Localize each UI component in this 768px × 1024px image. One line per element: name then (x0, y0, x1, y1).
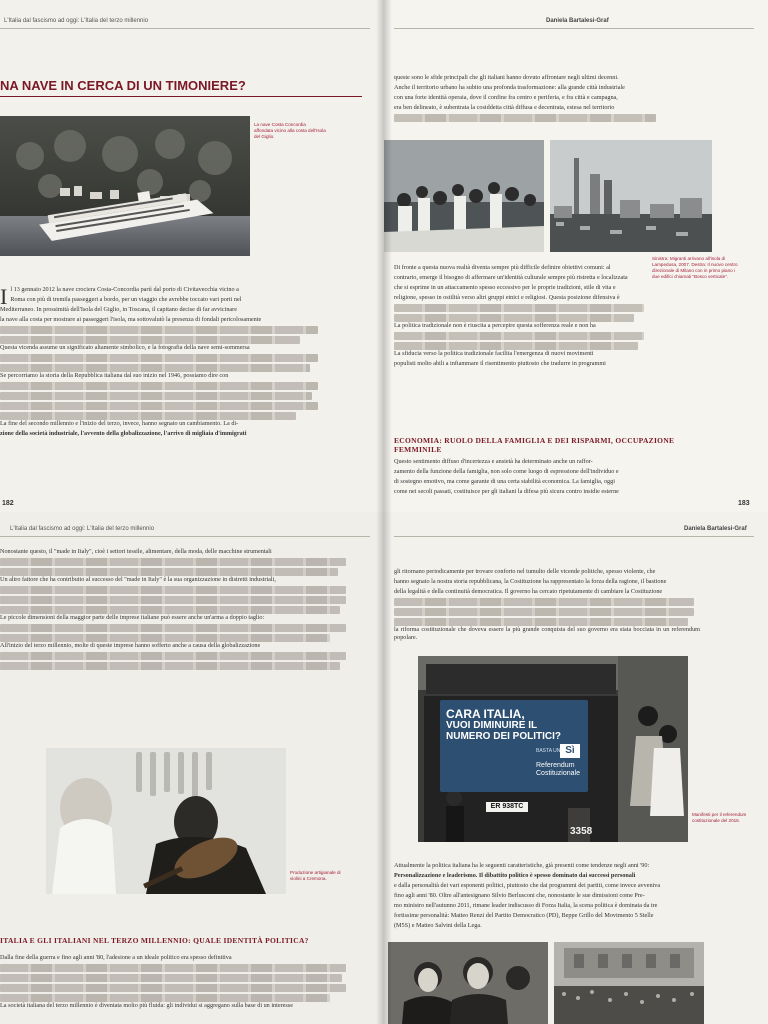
violin-illustration (46, 748, 286, 894)
text-line: Di fronte a questa nuova realtà diventa sempre più difficile definire obiettivi comuni: al (394, 264, 611, 271)
unreadable-text (0, 354, 318, 362)
text-line: che si esprime in un attaccamento spesso eccessivo per le proprie tradizioni, stile di vita e (394, 284, 616, 291)
poster-line: CARA ITALIA, (446, 707, 525, 721)
unreadable-text (0, 364, 310, 372)
title-rule (0, 96, 362, 97)
body-text (394, 264, 650, 370)
running-head: L'Italia dal fascismo ad oggi: L'Italia del terzo millennio (4, 18, 149, 24)
politicians-photo (388, 942, 548, 1024)
drop-cap: I (0, 284, 8, 309)
unreadable-text (0, 558, 346, 566)
unreadable-text (0, 606, 340, 614)
unreadable-text (0, 984, 346, 992)
text-line: La fine del secondo millennio e l'inizio del terzo, invece, hanno segnato un cambiamento. La di- (0, 420, 239, 427)
crowd-illustration (388, 942, 548, 1024)
migrants-photo (384, 140, 544, 252)
violin-workshop-photo (46, 748, 286, 894)
referendum-poster (440, 700, 588, 792)
unreadable-text (0, 596, 346, 604)
unreadable-text (394, 304, 644, 312)
photo-caption: La nave Costa Concordia affondata vicino alla costa dell'Isola del Giglio. (254, 122, 326, 139)
section-title: ITALIA E GLI ITALIANI NEL TERZO MILLENNIO: QUALE IDENTITÀ POLITICA? (0, 936, 309, 945)
text-line: queste sono le sfide principali che gli italiani hanno dovuto affrontare negli ultimi decenni. (394, 74, 619, 81)
header-rule (394, 28, 754, 29)
text-line: gli ritornano periodicamente per trovare conforto nel tumulto delle vicende politiche, spesso violente, che (394, 568, 656, 575)
unreadable-text (0, 326, 318, 334)
unreadable-text (0, 412, 296, 420)
text-line: Nonostante questo, il "made in Italy", cioè i settori tessile, alimentare, della moda, delle macchine strumentali (0, 548, 272, 555)
text-line: la riforma costituzionale che doveva essere la più grande conquista del suo governo era stata bocciata in un referendum popolare. (394, 626, 700, 641)
unreadable-text (0, 662, 340, 670)
text-line: Roma con più di tremila passeggeri a bordo, per un viaggio che avrebbe toccato vari porti nel (10, 296, 242, 303)
poster-referendum-label: Referendum (536, 762, 575, 769)
milan-skyline-photo (550, 140, 712, 252)
section-text (394, 862, 700, 932)
text-line: Se percorriamo la storia della Repubblica italiana dal suo inizio nel 1946, possiamo dire con (0, 372, 229, 379)
unreadable-text (0, 974, 342, 982)
text-line: zamento della funzione della famiglia, non solo come luogo di espressione dell'individuo e (394, 468, 619, 475)
text-line: Attualmente la politica italiana ha le seguenti caratteristiche, già presenti come tendenze negli anni '90: (394, 862, 650, 869)
section-title: ECONOMIA: RUOLO DELLA FAMIGLIA E DEI RISPARMI, OCCUPAZIONE FEMMINILE (394, 436, 675, 454)
bottom-spread (0, 512, 768, 1024)
text-line: di sostegno emotivo, ma come garante di una certa stabilità economica. La famiglia, oggi (394, 478, 615, 485)
poster-line: NUMERO DEI POLITICI? (446, 731, 561, 742)
photo-caption: Produzione artigianale di violini a Cremona. (290, 870, 341, 881)
poster-basta: BASTA UN (536, 748, 561, 754)
unreadable-text (0, 586, 346, 594)
unreadable-text (394, 332, 644, 340)
unreadable-text (0, 382, 318, 390)
spine-shadow (376, 512, 392, 1024)
unreadable-text (0, 994, 330, 1002)
text-line: Questa vicenda assume un significato altamente simbolico, e la fotografia della nave semi-sommersa (0, 344, 250, 351)
text-line: Un altro fattore che ha contribuito al successo del "made in Italy" è la sua organizzazione in distretti industriali, (0, 576, 276, 583)
page-185 (384, 512, 768, 1024)
running-head: L'Italia dal fascismo ad oggi: L'Italia del terzo millennio (10, 526, 155, 532)
unreadable-text (0, 964, 346, 972)
text-line: Anche il territorio urbano ha subito una profonda trasformazione: alla grande città industriale (394, 84, 625, 91)
header-rule (0, 28, 370, 29)
unreadable-text (0, 568, 338, 576)
text-line: come nei secoli passati, costituisce per gli italiani la difesa più sicura contro insidie esterne (394, 488, 619, 495)
costa-concordia-photo (0, 116, 250, 256)
unreadable-text (394, 114, 656, 122)
page-number: 183 (738, 500, 750, 507)
text-line: Questo sentimento diffuso d'incertezza e ansietà ha determinato anche un raffor- (394, 458, 593, 465)
page-183 (384, 0, 768, 512)
unreadable-text (394, 618, 688, 626)
text-line: All'inizio del terzo millennio, molte di queste imprese hanno sofferto anche a causa della globalizzazione (0, 642, 261, 649)
unreadable-text (0, 624, 346, 632)
text-line: zione della società industriale, l'avvento della globalizzazione, l'arrivo di migliaia d'immigrati (0, 430, 247, 437)
bus-number: 3358 (570, 826, 593, 837)
referendum-bus-photo (418, 656, 688, 842)
unreadable-text (0, 392, 312, 400)
poster-headline (446, 708, 561, 742)
text-line: La politica tradizionale non è riuscita a percepire questa sofferenza reale e non ha (394, 322, 596, 329)
chapter-title: NA NAVE IN CERCA DI UN TIMONIERE? (0, 78, 246, 93)
text-line: Le piccole dimensioni della maggior parte delle imprese italiane può essere anche un'arma a doppio taglio: (0, 614, 265, 621)
text-line: fino agli anni '80. Oltre all'antesignano Silvio Berlusconi che, nonostante le sue dimissioni come Pre- (394, 892, 645, 899)
unreadable-text (394, 608, 694, 616)
text-line: Dalla fine della guerra e fino agli anni '80, l'adesione a un ideale politico era spesso definitiva (0, 954, 232, 961)
page-182 (0, 0, 384, 512)
unreadable-text (0, 402, 318, 410)
poster-referendum (536, 762, 580, 778)
text-line: fortissime personalità: Matteo Renzi del Partito Democratico (PD), Beppe Grillo del Movimento 5 Stelle (394, 912, 654, 919)
poster-line: VUOI DIMINUIRE IL (446, 720, 538, 731)
unreadable-text (394, 598, 694, 606)
text-line: hanno segnato la nostra storia repubblicana, la Costituzione ha rappresentato la forza della ragione, il bastione (394, 578, 667, 585)
header-rule (394, 536, 754, 537)
rally-illustration (554, 942, 704, 1024)
intro-text (394, 74, 664, 122)
page-number: 182 (2, 500, 14, 507)
text-line: populisti molto abili a infiammare il risentimento piuttosto che tradurre in programmi (394, 360, 606, 367)
header-rule (0, 536, 370, 537)
text-line: la nave alla costa per mostrare ai passeggeri l'isola, ma sottovalutò la presenza di fondali pericolosamente (0, 316, 262, 323)
unreadable-text (0, 336, 300, 344)
unreadable-text (394, 314, 634, 322)
photo-caption: Manifesti per il referendum costituzionale del 2016. (692, 812, 747, 823)
page-184 (0, 512, 384, 1024)
photo-caption: Sinistra: Migranti arrivano all'isola di Lampedusa, 2007. Destra: Il nuovo centro direzionale di Milano con in primo piano i due edifici chiamati "Bosco verticale". (652, 256, 738, 279)
body-text (0, 286, 330, 440)
text-line: della legalità e della continuità democratica. Il governo ha cercato ripetutamente di cambiare la Costituzione (394, 588, 663, 595)
text-line: La società italiana del terzo millennio è diventata molto più fluida: gli individui si aggregano sulla base di un interesse (0, 1002, 293, 1009)
text-line: con una forte identità operaia, dove il confine fra centro e periferia, e fra città e campagna, (394, 94, 618, 101)
text-line: Mediterraneo. In prossimità dell'Isola del Giglio, in Toscana, il capitano decise di far avvicinare (0, 306, 237, 313)
rally-photo (554, 942, 704, 1024)
text-line: religione, spesso in ostilità verso altri gruppi etnici e religiosi. Questa posizione difensiva è (394, 294, 620, 301)
text-line: mo ministro nell'autunno 2011, rimane leader indiscusso di Forza Italia, la scena politica è dominata da tre (394, 902, 658, 909)
spine-shadow (376, 0, 392, 512)
skyline-illustration (550, 140, 712, 252)
body-text (0, 548, 350, 670)
body-text (394, 568, 700, 644)
section-text (0, 954, 350, 1012)
poster-si: Sì (560, 744, 580, 758)
migrants-illustration (384, 140, 544, 252)
text-line: l 13 gennaio 2012 la nave crociera Costa-Concordia partì dal porto di Civitavecchia vicino a (10, 286, 239, 293)
text-line: La sfiducia verso la politica tradizionale facilita l'emergenza di nuovi movimenti (394, 350, 594, 357)
text-line: e dalla personalità dei vari esponenti politici, piuttosto che dai programmi dei partiti, come invece avveniva (394, 882, 661, 889)
running-head: Daniela Bartalesi-Graf (546, 18, 609, 24)
poster-costituzionale-label: Costituzionale (536, 770, 580, 777)
license-plate: ER 938TC (486, 802, 528, 812)
section-text (394, 458, 664, 498)
unreadable-text (0, 652, 346, 660)
text-line: contrario, emerge il bisogno di affermare un'identità culturale sempre più ristretta e localizzata (394, 274, 628, 281)
unreadable-text (0, 634, 330, 642)
unreadable-text (394, 342, 638, 350)
costa-concordia-illustration (0, 116, 250, 256)
running-head: Daniela Bartalesi-Graf (684, 526, 747, 532)
text-line: (M5S) e Matteo Salvini della Lega. (394, 922, 482, 929)
text-line: Personalizzazione e leaderismo. Il dibattito politico è spesso dominato dai successi personali (394, 872, 636, 879)
text-line: era ben delineato, è subentrata la cosiddetta città diffusa e decentrata, estesa nel territorio (394, 104, 615, 111)
